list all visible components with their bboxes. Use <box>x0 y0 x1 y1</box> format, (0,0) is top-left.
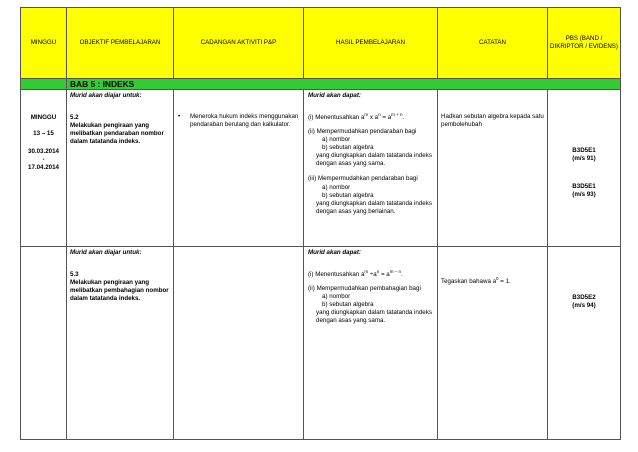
activity-cell <box>174 90 304 247</box>
header-row <box>21 8 621 79</box>
formula-part: (i) Menentusahkan a <box>308 114 365 122</box>
date-start: 30.03.2014 <box>28 148 59 156</box>
outcome-item-3b: b) sebutan algebra <box>322 191 374 199</box>
formula-part: ÷a <box>368 271 377 279</box>
date-separator: - <box>42 156 45 164</box>
formula-part: . <box>401 271 403 279</box>
objective-description: Melakukan pengiraan yang melibatkan pembahagian nombor dalam tatatanda indeks. <box>70 279 169 303</box>
outcome-cell <box>304 90 438 247</box>
pbs-code: B3D5E1 <box>572 183 596 191</box>
header-catatan: CATATAN <box>438 8 548 79</box>
pbs-code: B3D5E2 <box>572 294 596 301</box>
activity-text: Meneroka hukum indeks menggunakan pendaraban berulang dan kalkulator. <box>190 113 299 129</box>
chapter-spacer <box>21 79 67 90</box>
chapter-row <box>21 79 621 90</box>
outcome-item-3a: a) nombor <box>322 183 351 191</box>
formula-sup: m – n <box>389 269 402 274</box>
outcome-item-2c: yang diungkapkan dalam tatatanda indeks dengan asas yang sama. <box>316 309 432 325</box>
pbs-page: (m/s 93) <box>572 191 596 199</box>
formula-part: = a <box>379 271 390 279</box>
minggu-cell <box>21 247 67 440</box>
minggu-cell <box>21 90 67 247</box>
note-text <box>441 275 544 286</box>
objective-code: 5.2 <box>70 114 79 122</box>
outcome-item-2b: b) sebutan algebra <box>322 144 374 152</box>
formula-sup: m + n <box>391 112 403 117</box>
outcome-intro: Murid akan dapat: <box>308 92 361 99</box>
header-minggu: MINGGU <box>21 8 67 79</box>
outcome-cell <box>304 247 438 440</box>
formula-part: (i) Menentusahkan a <box>308 271 365 279</box>
chapter-title: BAB 5 : INDEKS <box>67 79 621 90</box>
outcome-item-2c: yang diungkapkan dalam tatatanda indeks dengan asas yang sama. <box>316 152 432 168</box>
formula-sup: m <box>364 112 369 117</box>
formula-part: = a <box>380 114 392 122</box>
pbs-cell <box>548 247 621 440</box>
formula-part: x a <box>368 114 379 122</box>
outcome-item-2a: a) nombor <box>322 293 351 301</box>
outcome-item-2: (ii) Mempermudahkan pendaraban bagi <box>308 128 417 136</box>
outcome-item-2: (ii) Mempermudahkan pembahagian bagi <box>308 285 421 293</box>
objective-intro: Murid akan diajar untuk: <box>70 249 142 256</box>
note-sup: 0 <box>496 275 499 281</box>
lesson-plan-table <box>20 7 621 440</box>
outcome-item-3: (iii) Mempermudahkan pendaraban bagi <box>308 175 418 183</box>
formula-part: . <box>402 114 405 122</box>
outcome-item-1 <box>308 271 433 279</box>
pbs-page: (m/s 91) <box>572 155 596 163</box>
note-text: Hadkan sebutan algebra kepada satu pembolehubah <box>441 113 544 129</box>
formula-sup: n <box>378 112 381 117</box>
objective-description: Melakukan pengiraan yang melibatkan pendaraban nombor dalam tatatanda indeks. <box>70 122 164 146</box>
minggu-label: MINGGU <box>30 114 57 121</box>
minggu-range: 13 – 15 <box>33 130 54 138</box>
header-hasil: HASIL PEMBELAJARAN <box>304 8 438 79</box>
bullet-icon: • <box>178 113 181 120</box>
table-row <box>21 90 621 247</box>
objective-code: 5.3 <box>70 271 79 279</box>
header-aktiviti: CADANGAN AKTIVITI P&P <box>174 8 304 79</box>
objective-cell <box>67 247 174 440</box>
formula-sup: n <box>376 269 380 274</box>
outcome-item-2b: b) sebutan algebra <box>322 301 374 309</box>
pbs-code: B3D5E1 <box>572 147 596 154</box>
outcome-intro: Murid akan dapat: <box>308 249 361 256</box>
outcome-item-2a: a) nombor <box>322 136 351 144</box>
outcome-item-3c: yang diungkapkan dalam tatatanda indeks dengan asas yang berlainan. <box>316 199 432 215</box>
list-item <box>178 113 299 129</box>
note-cell <box>438 90 548 247</box>
date-end: 17.04.2014 <box>28 164 59 172</box>
pbs-cell <box>548 90 621 247</box>
note-cell <box>438 247 548 440</box>
pbs-page: (m/s 94) <box>572 302 596 310</box>
outcome-item-1 <box>308 114 433 122</box>
note-part: Tegaskan bahawa a <box>441 278 497 285</box>
objective-cell <box>67 90 174 247</box>
header-pbs: PBS (BAND / DIKRIPTOR / EVIDENS) <box>548 8 621 79</box>
header-objektif: OBJEKTIF PEMBELAJARAN <box>67 8 174 79</box>
objective-intro: Murid akan diajar untuk: <box>70 92 142 99</box>
table-row <box>21 247 621 440</box>
activity-cell <box>174 247 304 440</box>
formula-sup: m <box>364 269 369 274</box>
note-part: = 1. <box>498 278 511 285</box>
